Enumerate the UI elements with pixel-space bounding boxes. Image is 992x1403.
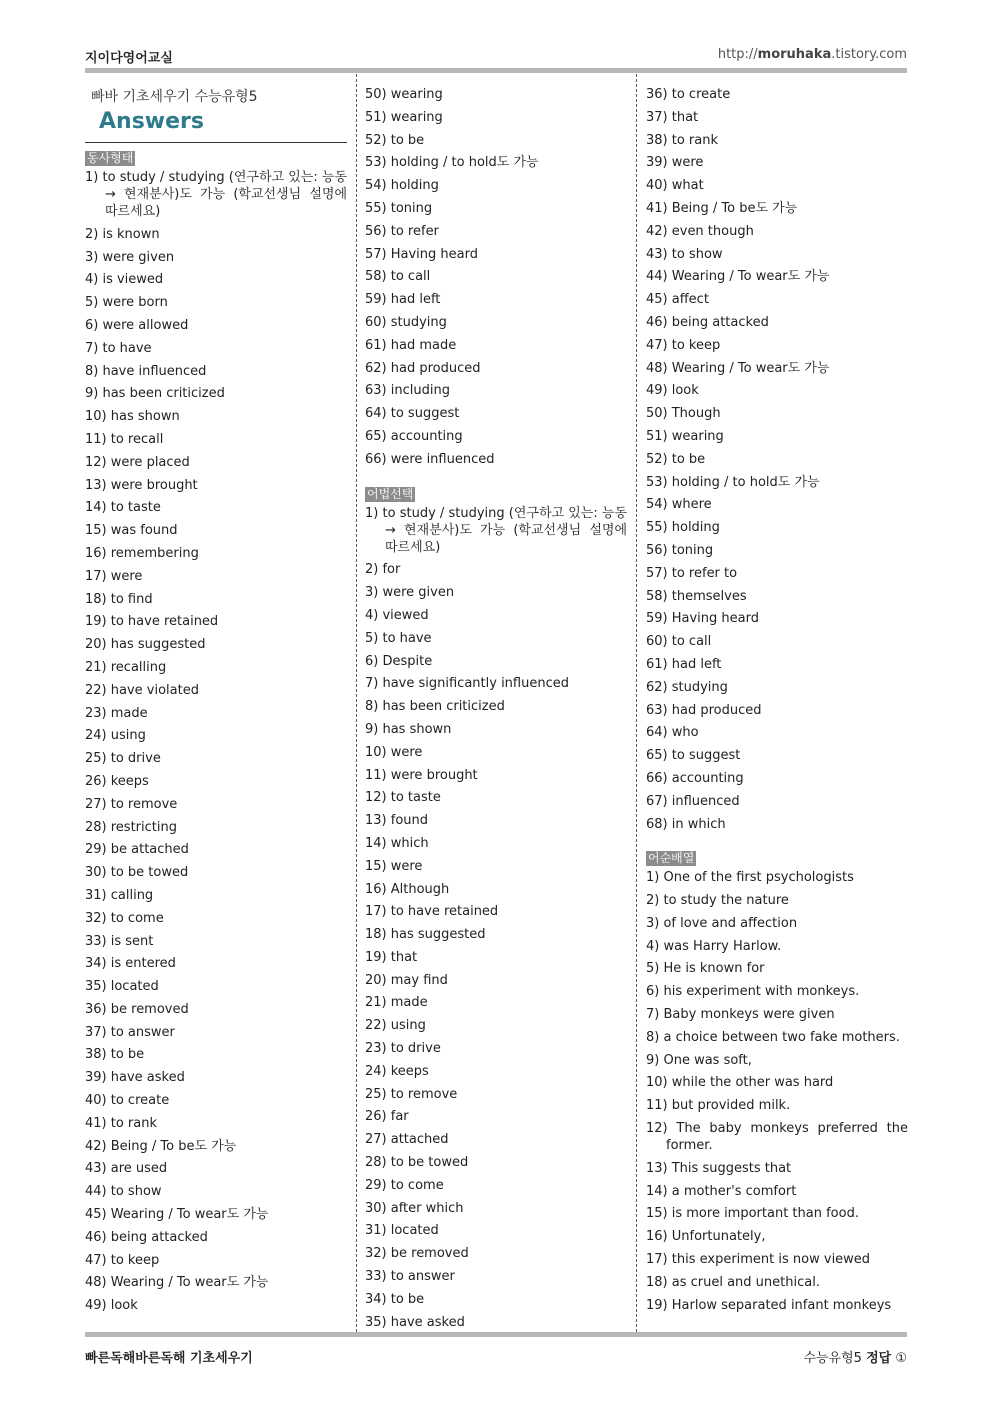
url-bold: moruhaka — [757, 47, 832, 62]
answer-item: 44) to show — [85, 1184, 162, 1200]
answer-item: 41) Being / To be도 가능 — [646, 200, 798, 216]
answer-item: 49) look — [646, 383, 699, 399]
answer-item: 12) were placed — [85, 454, 190, 470]
answer-item: 47) to keep — [646, 337, 721, 353]
answer-item: 55) holding — [646, 520, 720, 536]
answer-item: 6) were allowed — [85, 317, 189, 333]
answer-item: 44) Wearing / To wear도 가능 — [646, 269, 830, 285]
answer-item: 25) to remove — [365, 1086, 458, 1102]
answer-item: 60) studying — [365, 314, 447, 330]
footer-book-title: 빠른독해바른독해 기초세우기 — [85, 1351, 253, 1366]
answer-item: 54) where — [646, 497, 712, 513]
answer-item: 19) Harlow separated infant monkeys — [646, 1297, 892, 1313]
answer-item: 65) accounting — [365, 428, 463, 444]
answer-item: 9) One was soft, — [646, 1052, 752, 1068]
answer-item: 12) The baby monkeys preferred the former. — [646, 1121, 908, 1154]
answer-item: 42) even though — [646, 223, 754, 239]
answer-item: 4) viewed — [365, 607, 429, 623]
section-label-verb-form: 동사형태 — [87, 151, 134, 165]
answer-item: 16) remembering — [85, 545, 199, 561]
answer-item: 38) to be — [85, 1047, 145, 1063]
answer-item: 59) had left — [365, 292, 441, 308]
answer-item: 27) to remove — [85, 796, 178, 812]
answer-item: 23) to drive — [365, 1041, 441, 1057]
answer-item: 19) that — [365, 949, 418, 965]
answer-item: 42) Being / To be도 가능 — [85, 1138, 237, 1154]
answer-item: 57) Having heard — [365, 246, 478, 262]
answer-item: 56) toning — [646, 542, 714, 558]
verb-form-list — [85, 169, 347, 1314]
word-order-list — [646, 869, 908, 1313]
answer-item: 17) to have retained — [365, 904, 499, 920]
doc-subtitle: 빠바 기초세우기 수능유형5 — [91, 89, 258, 105]
answer-item: 52) to be — [365, 132, 425, 148]
footer-bold: 정답 — [866, 1351, 892, 1366]
answer-item: 11) to recall — [85, 431, 164, 447]
answer-item: 5) He is known for — [646, 961, 765, 977]
answer-item: 5) to have — [365, 630, 432, 646]
answer-item: 12) to taste — [365, 790, 441, 806]
answer-item: 23) made — [85, 705, 148, 721]
answer-item: 20) may find — [365, 972, 448, 988]
answer-item: 16) Although — [365, 881, 450, 897]
answer-item: 53) holding / to hold도 가능 — [646, 474, 820, 490]
answer-item: 2) for — [365, 562, 401, 578]
answer-item: 58) themselves — [646, 588, 747, 604]
answer-item: 52) to be — [646, 451, 706, 467]
answer-item: 27) attached — [365, 1132, 449, 1148]
answer-item: 25) to drive — [85, 751, 161, 767]
answer-item: 43) to show — [646, 246, 723, 262]
answer-item: 63) had produced — [646, 702, 762, 718]
answer-item: 4) was Harry Harlow. — [646, 938, 782, 954]
answer-item: 36) be removed — [85, 1001, 189, 1017]
answer-item: 10) were — [365, 744, 423, 760]
answer-item: 65) to suggest — [646, 748, 741, 764]
answer-item: 1) to study / studying (연구하고 있는: 능동 → 현재분사)도 가능 (학교선생님 설명에 따르세요) — [85, 170, 347, 219]
answer-item: 20) has suggested — [85, 637, 206, 653]
answer-item: 10) while the other was hard — [646, 1075, 834, 1091]
answer-item: 5) were born — [85, 295, 168, 311]
column-1 — [85, 86, 347, 1320]
answer-item: 3) were given — [85, 249, 175, 265]
section-label-grammar-choice: 어법선택 — [367, 486, 414, 501]
answer-item: 45) affect — [646, 292, 709, 308]
answer-item: 29) to come — [365, 1177, 444, 1193]
footer-rule — [85, 1332, 907, 1337]
answer-item: 22) have violated — [85, 682, 199, 698]
answer-item: 22) using — [365, 1018, 426, 1034]
answer-item: 13) This suggests that — [646, 1160, 792, 1176]
answer-item: 26) far — [365, 1109, 409, 1125]
answer-item: 18) as cruel and unethical. — [646, 1274, 820, 1290]
footer-prefix: 수능유형5 — [803, 1351, 867, 1366]
answer-item: 61) had left — [646, 656, 722, 672]
answer-item: 40) to create — [85, 1093, 170, 1109]
answer-item: 45) Wearing / To wear도 가능 — [85, 1207, 269, 1223]
answer-item: 14) to taste — [85, 500, 161, 516]
answer-item: 15) was found — [85, 523, 178, 539]
answer-item: 46) being attacked — [85, 1229, 208, 1245]
answer-item: 29) be attached — [85, 842, 189, 858]
grammar-choice-list — [365, 505, 627, 1331]
answer-item: 53) holding / to hold도 가능 — [365, 155, 539, 171]
answer-item: 60) to call — [646, 634, 712, 650]
answer-item: 38) to rank — [646, 132, 719, 148]
answer-item: 64) who — [646, 725, 699, 741]
answer-item: 57) to refer to — [646, 565, 738, 581]
answer-item: 6) Despite — [365, 653, 433, 669]
answer-item: 35) located — [85, 979, 159, 995]
column-3 — [646, 86, 908, 1319]
answer-item: 17) were — [85, 568, 143, 584]
answer-item: 54) holding — [365, 178, 439, 194]
answer-item: 9) has shown — [365, 721, 452, 737]
answer-item: 8) has been criticized — [365, 699, 505, 715]
answer-item: 33) to answer — [365, 1269, 455, 1285]
answer-item: 26) keeps — [85, 773, 149, 789]
answer-item: 4) is viewed — [85, 272, 164, 288]
answer-item: 3) were given — [365, 585, 455, 601]
title-rule — [85, 142, 347, 143]
answer-item: 32) be removed — [365, 1246, 469, 1262]
answer-item: 24) using — [85, 728, 146, 744]
answer-item: 55) toning — [365, 200, 433, 216]
answer-item: 34) to be — [365, 1291, 425, 1307]
answer-item: 56) to refer — [365, 223, 439, 239]
answer-item: 43) are used — [85, 1161, 168, 1177]
answer-item: 48) Wearing / To wear도 가능 — [646, 360, 830, 376]
header-school-name: 지이다영어교실 — [85, 51, 173, 66]
answer-item: 2) is known — [85, 226, 160, 242]
answer-item: 35) have asked — [365, 1314, 465, 1330]
answer-item: 46) being attacked — [646, 314, 769, 330]
verb-form-list-cont — [365, 86, 627, 468]
answer-item: 39) have asked — [85, 1070, 185, 1086]
answer-item: 6) his experiment with monkeys. — [646, 984, 860, 1000]
header-rule — [85, 68, 907, 73]
column-2 — [365, 86, 627, 1336]
answer-item: 31) calling — [85, 887, 154, 903]
answer-item: 3) of love and affection — [646, 915, 798, 931]
answer-item: 48) Wearing / To wear도 가능 — [85, 1275, 269, 1291]
answer-item: 18) to find — [85, 591, 153, 607]
answer-item: 30) to be towed — [85, 865, 189, 881]
answer-item: 1) One of the first psychologists — [646, 870, 854, 886]
answer-item: 66) accounting — [646, 770, 744, 786]
answer-item: 66) were influenced — [365, 451, 495, 467]
column-divider — [356, 74, 357, 1332]
answer-item: 67) influenced — [646, 793, 740, 809]
answer-item: 63) including — [365, 383, 450, 399]
answer-item: 47) to keep — [85, 1252, 160, 1268]
answer-item: 15) were — [365, 858, 423, 874]
answer-item: 14) a mother's comfort — [646, 1183, 797, 1199]
answer-item: 8) a choice between two fake mothers. — [646, 1029, 900, 1045]
answer-item: 21) recalling — [85, 659, 167, 675]
answer-item: 40) what — [646, 178, 704, 194]
answer-item: 32) to come — [85, 910, 164, 926]
answer-item: 50) wearing — [365, 87, 443, 102]
answer-item: 68) in which — [646, 816, 726, 832]
column-divider — [636, 74, 637, 1332]
answer-item: 1) to study / studying (연구하고 있는: 능동 → 현재분사)도 가능 (학교선생님 설명에 따르세요) — [365, 505, 627, 555]
answer-item: 8) have influenced — [85, 363, 207, 379]
answer-item: 28) restricting — [85, 819, 177, 835]
footer-suffix: ① — [891, 1351, 907, 1366]
answer-item: 7) have significantly influenced — [365, 676, 569, 692]
answer-item: 58) to call — [365, 269, 431, 285]
section-label-word-order: 어순배열 — [648, 851, 695, 866]
answer-item: 13) were brought — [85, 477, 198, 493]
answer-item: 10) has shown — [85, 409, 180, 425]
footer-page-label — [803, 1347, 907, 1366]
header-blog-url[interactable] — [718, 47, 907, 62]
grammar-choice-list-cont — [646, 86, 908, 833]
answer-item: 7) to have — [85, 340, 152, 356]
answer-item: 11) but provided milk. — [646, 1098, 791, 1114]
answer-item: 11) were brought — [365, 767, 478, 783]
answer-item: 51) wearing — [365, 109, 443, 125]
answer-item: 21) made — [365, 995, 428, 1011]
answer-item: 64) to suggest — [365, 406, 460, 422]
answer-item: 15) is more important than food. — [646, 1206, 859, 1222]
doc-title: Answers — [99, 109, 204, 134]
answer-item: 62) studying — [646, 679, 728, 695]
answer-item: 9) has been criticized — [85, 386, 225, 402]
answer-item: 2) to study the nature — [646, 893, 789, 909]
answer-item: 31) located — [365, 1223, 439, 1239]
answer-item: 17) this experiment is now viewed — [646, 1252, 871, 1268]
answer-item: 50) Though — [646, 406, 721, 422]
answer-item: 39) were — [646, 155, 704, 171]
answer-item: 7) Baby monkeys were given — [646, 1007, 835, 1023]
answer-item: 59) Having heard — [646, 611, 759, 627]
answer-item: 18) has suggested — [365, 927, 486, 943]
answer-item: 33) is sent — [85, 933, 154, 949]
answer-item: 37) to answer — [85, 1024, 175, 1040]
answer-item: 13) found — [365, 813, 429, 829]
url-prefix: http:// — [717, 47, 758, 62]
answer-item: 30) after which — [365, 1200, 464, 1216]
answer-item: 61) had made — [365, 337, 457, 353]
answer-item: 16) Unfortunately, — [646, 1229, 766, 1245]
answer-item: 28) to be towed — [365, 1155, 469, 1171]
answer-item: 34) is entered — [85, 956, 176, 972]
answer-item: 37) that — [646, 109, 699, 125]
answer-item: 14) which — [365, 835, 429, 851]
answer-item: 41) to rank — [85, 1115, 158, 1131]
answer-item: 62) had produced — [365, 360, 481, 376]
answer-item: 24) keeps — [365, 1063, 429, 1079]
answer-item: 49) look — [85, 1298, 138, 1314]
url-suffix: .tistory.com — [831, 47, 907, 62]
answer-item: 36) to create — [646, 87, 731, 102]
answer-item: 19) to have retained — [85, 614, 219, 630]
answer-item: 51) wearing — [646, 428, 724, 444]
